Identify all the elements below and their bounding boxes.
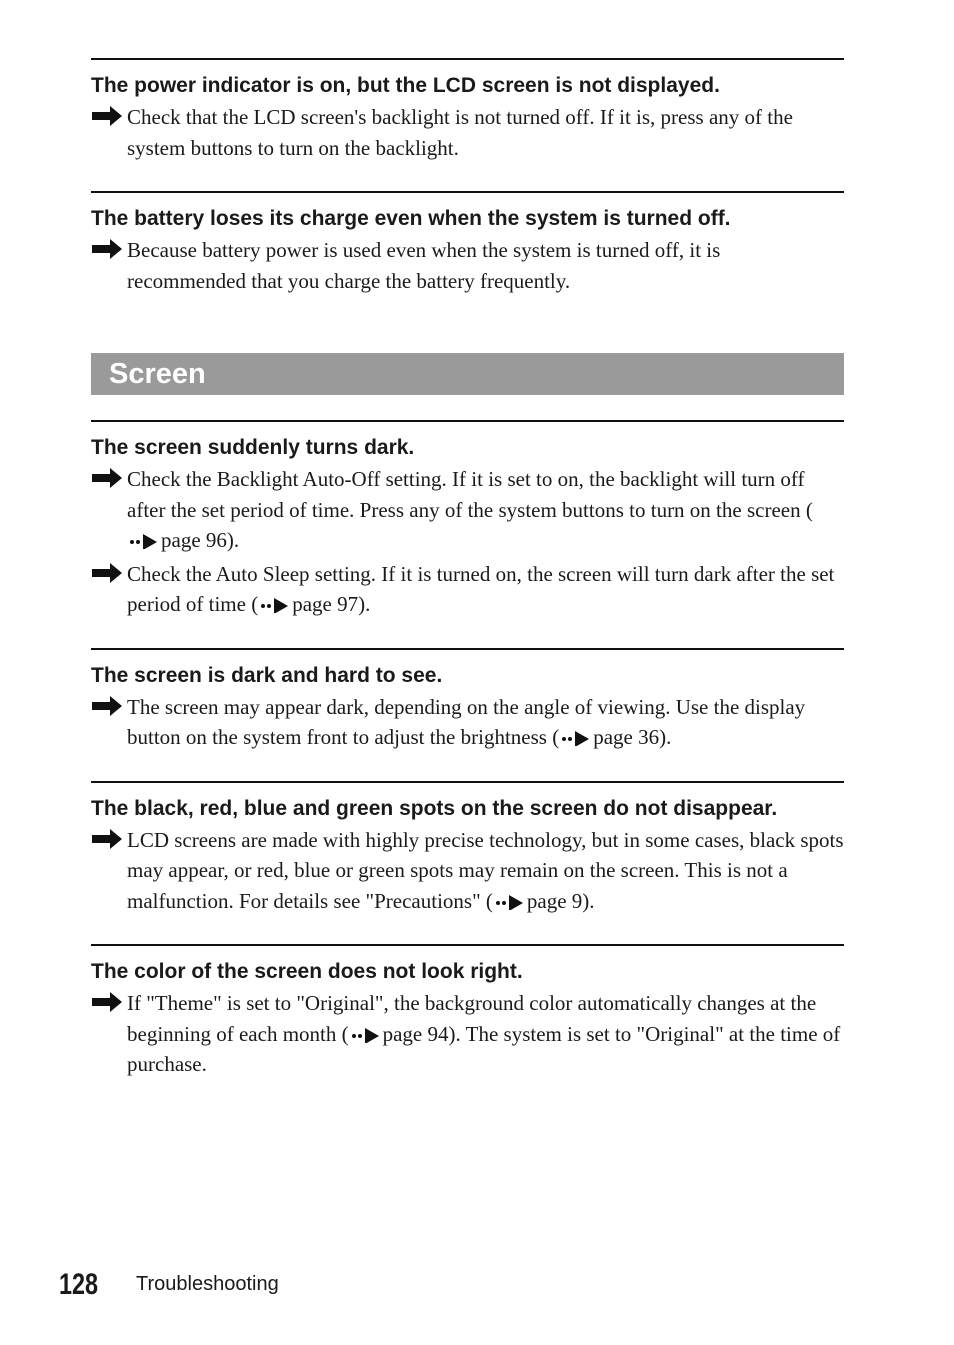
arrow-right-icon — [91, 990, 123, 1014]
issue-title: The power indicator is on, but the LCD screen is not displayed. — [91, 74, 720, 97]
section-header — [91, 353, 844, 395]
issue-title: The screen is dark and hard to see. — [91, 663, 443, 687]
answer-item — [91, 692, 844, 753]
section-title: Screen — [109, 358, 206, 390]
answer-item — [91, 988, 844, 1080]
arrow-right-icon — [91, 237, 123, 261]
page-reference-icon — [560, 730, 592, 746]
answer-item — [91, 235, 844, 296]
answer-text: Because battery power is used even when the system is turned off, it is recommended that you charge the battery frequently. — [127, 238, 721, 293]
page-content — [91, 58, 844, 1080]
page-reference[interactable]: page 96 — [161, 528, 227, 552]
issue-block — [91, 420, 844, 620]
answer-item — [91, 825, 844, 917]
issue-title: The screen suddenly turns dark. — [91, 436, 415, 459]
page-reference-icon — [350, 1027, 382, 1043]
issue-block — [91, 944, 844, 1080]
arrow-right-icon — [91, 561, 123, 585]
answer-item — [91, 102, 844, 163]
issue-block — [91, 191, 844, 296]
arrow-right-icon — [91, 827, 123, 851]
issue-block — [91, 781, 844, 917]
page-number: 128 — [59, 1268, 99, 1301]
page-reference[interactable]: page 97 — [292, 592, 359, 616]
footer-section-label: Troubleshooting — [136, 1273, 279, 1295]
answer-text: Check the Auto Sleep setting. If it is turned on, the screen will turn dark after the set period of time ( — [127, 561, 835, 616]
arrow-right-icon — [91, 694, 123, 718]
issue-block — [91, 58, 844, 163]
answer-item — [91, 559, 844, 620]
page-reference[interactable]: page 94 — [382, 1021, 449, 1046]
issue-title: The color of the screen does not look right. — [91, 960, 523, 983]
answer-text-end: ). — [358, 592, 371, 616]
arrow-right-icon — [91, 104, 123, 128]
issue-block — [91, 648, 844, 753]
page-reference-icon — [128, 533, 160, 549]
arrow-right-icon — [91, 466, 123, 490]
page-reference[interactable]: page 9 — [526, 888, 583, 913]
answer-text-end: ). — [226, 528, 240, 552]
answer-text: The screen may appear dark, depending on the angle of viewing. Use the display button on the system front to adjust the brightness ( — [127, 694, 806, 749]
answer-text: Check the Backlight Auto-Off setting. If it is set to on, the backlight will turn off after the set period of time. Press any of the system buttons to turn on the screen ( — [127, 467, 813, 522]
page-reference[interactable]: page 36 — [593, 725, 660, 749]
issue-title: The black, red, blue and green spots on the screen do not disappear. — [91, 796, 778, 820]
answer-item — [91, 464, 844, 556]
answer-text-end: ). The system is set to "Original" at the time of purchase. — [127, 1021, 841, 1076]
page-reference-icon — [259, 597, 291, 613]
answer-text: LCD screens are made with highly precise technology, but in some cases, black spots may appear, or red, blue or green spots may remain on the screen. This is not a malfunction. For details see "Precautions" ( — [127, 827, 844, 913]
answer-text: Check that the LCD screen's backlight is not turned off. If it is, press any of the system buttons to turn on the backlight. — [127, 105, 793, 160]
answer-text-end: ). — [582, 888, 595, 913]
page-reference-icon — [494, 894, 526, 910]
answer-text: If "Theme" is set to "Original", the background color automatically changes at the beginning of each month ( — [127, 991, 817, 1046]
answer-text-end: ). — [659, 725, 672, 749]
issue-title: The battery loses its charge even when the system is turned off. — [91, 207, 731, 230]
